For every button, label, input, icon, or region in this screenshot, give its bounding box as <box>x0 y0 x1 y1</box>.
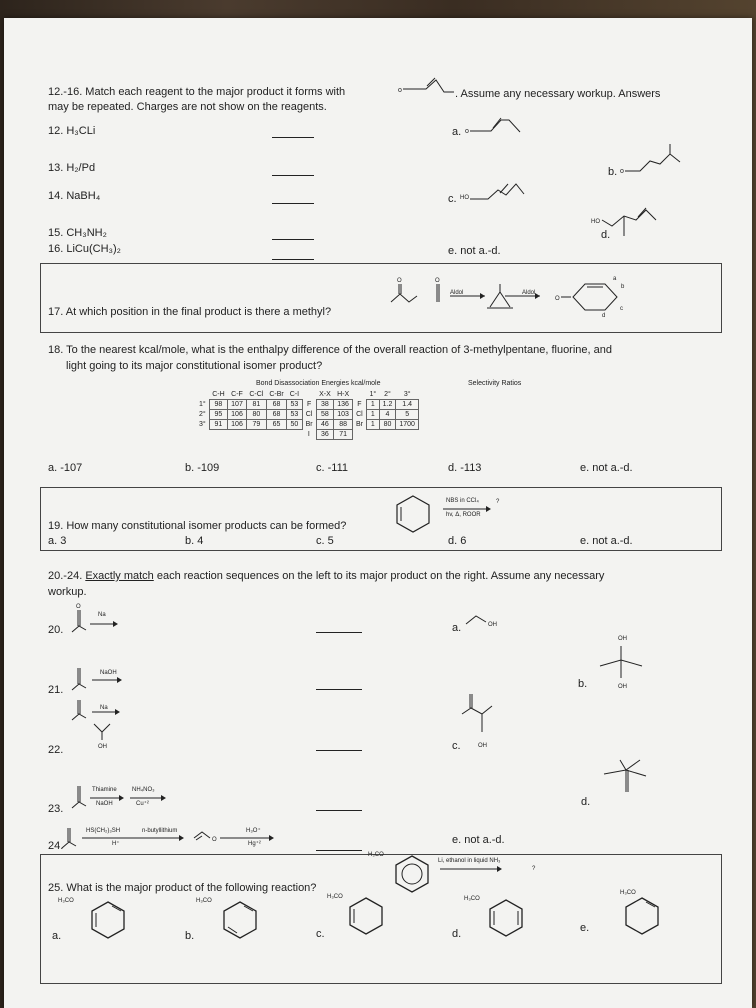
bde-header: C-Cl <box>249 391 264 398</box>
table-row <box>196 400 418 410</box>
q12-16-instruction: 12.-16. Match each reagent to the major product it forms with <box>48 86 346 98</box>
q20-reagent: Na <box>98 612 106 618</box>
choice-a-structure <box>465 116 525 138</box>
q21-reactant-structure <box>72 662 126 696</box>
q23-reactant-structure <box>72 780 172 814</box>
halogen-label: I <box>307 431 310 438</box>
bde-cell: 81 <box>246 400 266 410</box>
q18-question-line2: light going to its major constitutional isomer product? <box>66 360 323 372</box>
q14-label: 14. NaBH₄ <box>48 190 101 202</box>
q17-position-a: a <box>613 276 617 282</box>
row-degree: 3° <box>199 421 206 428</box>
sel-cell: 1700 <box>396 420 419 430</box>
choice-c-ho-label: HO <box>460 195 469 201</box>
q16-label: 16. LiCu(CH₃)₂ <box>48 243 121 255</box>
q24-answer-blank[interactable] <box>316 850 362 851</box>
choice-c-oh: OH <box>478 743 487 749</box>
q20-24-choice-a: a. <box>452 622 462 634</box>
xx-header: X-X <box>319 391 331 398</box>
choice-c-structure <box>470 180 530 202</box>
q12-16-choice-a: a. <box>452 126 462 138</box>
bde-cell: 53 <box>287 400 302 410</box>
q25-anisole-structure <box>390 852 436 894</box>
q25-question-mark: ? <box>532 866 536 872</box>
xx-cell: 71 <box>334 430 353 440</box>
xx-cell: 103 <box>334 410 353 420</box>
cyclohexene-structure <box>393 494 433 534</box>
q20-24-choice-d: d. <box>581 796 591 808</box>
xx-cell: 88 <box>334 420 353 430</box>
q19-choice-a: a. 3 <box>48 535 67 547</box>
sel-cell: 1.2 <box>379 400 396 410</box>
xx-cell: 38 <box>316 400 334 410</box>
q22-reagent: Na <box>100 705 108 711</box>
q15-label: 15. CH₃NH₂ <box>48 227 107 239</box>
bde-cell: 50 <box>287 420 302 430</box>
xx-cell: 46 <box>316 420 334 430</box>
halogen-label: Cl <box>356 411 363 418</box>
sel-cell: 1 <box>366 400 379 410</box>
sel-cell: 1.4 <box>396 400 419 410</box>
svg-text:o: o <box>465 128 469 135</box>
q25-reagent: Li, ethanol in liquid NH₃ <box>438 858 501 864</box>
bde-cell: 106 <box>228 410 247 420</box>
q23-answer-blank[interactable] <box>316 810 362 811</box>
xx-cell: 136 <box>334 400 353 410</box>
q22-oh-label: OH <box>98 744 107 750</box>
svg-text:o: o <box>620 168 624 175</box>
halogen-label: Br <box>305 421 313 428</box>
q12-16-choice-b: b. <box>608 166 618 178</box>
bde-header: C-Br <box>269 391 284 398</box>
q23-number: 23. <box>48 803 64 815</box>
svg-text:O: O <box>76 604 81 610</box>
choice-a-oh: OH <box>488 622 497 628</box>
choice-b-oh-top: OH <box>618 636 627 642</box>
q13-label: 13. H₂/Pd <box>48 162 96 174</box>
q25-question: 25. What is the major product of the following reaction? <box>48 882 317 894</box>
halogen-label: F <box>357 401 362 408</box>
q13-answer-blank[interactable] <box>272 175 314 176</box>
q22-reactant-structure <box>72 694 132 748</box>
halogen-label: F <box>306 401 312 408</box>
q19-choice-d: d. 6 <box>448 535 467 547</box>
bde-table-title: Bond Disassociation Energies kcal/mole <box>256 380 381 387</box>
bde-cell: 91 <box>209 420 227 430</box>
q18-choice-a: a. -107 <box>48 462 83 474</box>
choice-b-oh-bottom: OH <box>618 684 627 690</box>
q20-24-instruction-line2: workup. <box>48 586 87 598</box>
q14-answer-blank[interactable] <box>272 203 314 204</box>
q12-16-choice-d: d. <box>601 229 611 241</box>
q21-number: 21. <box>48 684 64 696</box>
q16-answer-blank[interactable] <box>272 259 314 260</box>
q24-reagent-dithiol: HS(CH₂)₃SH <box>86 828 121 834</box>
q12-16-choice-c: c. <box>448 193 457 205</box>
q19-reagent-top: NBS in CCl₄ <box>446 498 479 504</box>
q25-choice-c-h3co: H₃CO <box>327 894 343 900</box>
table-row <box>196 430 418 440</box>
q25-choice-d-structure <box>486 898 528 940</box>
q21-answer-blank[interactable] <box>316 689 362 690</box>
q22-number: 22. <box>48 744 64 756</box>
q17-aldol-label-2: Aldol <box>522 290 536 296</box>
sel-cell: 1 <box>366 420 379 430</box>
bde-cell: 107 <box>228 400 247 410</box>
q19-reagent-bottom: hv, Δ, ROOR <box>446 512 481 518</box>
q17-question: 17. At which position in the final product is there a methyl? <box>48 306 332 318</box>
bde-cell: 95 <box>209 410 227 420</box>
q25-choice-e-structure <box>622 896 664 938</box>
choice-d-ho-label: HO <box>591 219 600 225</box>
bde-cell: 106 <box>228 420 247 430</box>
bde-cell: 65 <box>266 420 286 430</box>
q20-number: 20. <box>48 624 64 636</box>
q20-answer-blank[interactable] <box>316 632 362 633</box>
table-row <box>196 410 418 420</box>
q17-position-d: d <box>602 313 606 319</box>
q25-choice-a-h3co: H₃CO <box>58 898 74 904</box>
halogen-label: Br <box>355 421 363 428</box>
q18-choice-c: c. -111 <box>316 462 348 474</box>
sel-cell: 5 <box>396 410 419 420</box>
xx-cell: 58 <box>316 410 334 420</box>
bde-table <box>196 390 419 440</box>
q12-16-instruction-end: . Assume any necessary workup. Answers <box>455 88 661 100</box>
q25-choice-c: c. <box>316 928 325 940</box>
q17-position-c: c <box>620 306 623 312</box>
table-row <box>196 420 418 430</box>
q12-label: 12. H₃CLi <box>48 125 96 137</box>
bde-header: C-I <box>289 391 300 398</box>
choice-d-structure <box>600 758 660 814</box>
sel-cell: 80 <box>379 420 396 430</box>
svg-text:O: O <box>435 278 440 284</box>
svg-text:o: o <box>398 87 402 94</box>
q24-reagent-hg: Hg⁺² <box>248 841 261 847</box>
q23-reagent-thiamine: Thiamine <box>92 787 117 793</box>
choice-a-ethanol-structure <box>466 612 506 628</box>
q18-question-line1: 18. To the nearest kcal/mole, what is the enthalpy difference of the overall reaction of 3-methylpentane, fluorine, and <box>48 344 612 356</box>
svg-text:O: O <box>212 837 217 843</box>
q24-number: 24. <box>48 840 64 852</box>
q18-choice-e: e. not a.-d. <box>580 462 633 474</box>
bde-cell: 68 <box>266 410 286 420</box>
svg-text:O: O <box>555 296 560 302</box>
q15-answer-blank[interactable] <box>272 239 314 240</box>
q25-choice-b: b. <box>185 930 195 942</box>
q25-choice-d-h3co: H₃CO <box>464 896 480 902</box>
q24-reagent-acid: H⁺ <box>112 841 120 847</box>
q23-reagent-cu: Cu⁺² <box>136 801 149 807</box>
q25-start-h3co: H₃CO <box>368 852 384 858</box>
q18-choice-d: d. -113 <box>448 462 482 474</box>
bde-cell: 80 <box>246 410 266 420</box>
selectivity-title: Selectivity Ratios <box>468 380 522 387</box>
bde-cell: 53 <box>287 410 302 420</box>
q25-choice-b-structure <box>220 900 262 942</box>
q22-answer-blank[interactable] <box>316 750 362 751</box>
q25-choice-c-structure <box>346 896 388 938</box>
q25-choice-d: d. <box>452 928 462 940</box>
choice-b-diol-structure <box>596 642 646 686</box>
aldehyde-reactant-structure <box>398 78 458 98</box>
q25-choice-e-h3co: H₃CO <box>620 890 636 896</box>
q20-24-choice-c: c. <box>452 740 461 752</box>
q12-answer-blank[interactable] <box>272 137 314 138</box>
q12-16-choice-e: e. not a.-d. <box>448 245 501 257</box>
choice-c-structure <box>458 692 508 742</box>
q21-reagent: NaOH <box>100 670 117 676</box>
q24-reagent-buli: n-butyllithium <box>142 828 178 834</box>
row-degree: 1° <box>199 401 206 408</box>
bde-cell: 68 <box>266 400 286 410</box>
q19-choice-c: c. 5 <box>316 535 334 547</box>
q18-choice-b: b. -109 <box>185 462 220 474</box>
sel-header: 3° <box>403 391 411 398</box>
sel-header: 1° <box>369 391 377 398</box>
q20-reactant-structure <box>72 600 122 636</box>
bde-cell: 79 <box>246 420 266 430</box>
sel-cell: 1 <box>366 410 379 420</box>
q19-question-mark: ? <box>496 499 500 505</box>
q17-aldol-scheme <box>395 272 695 328</box>
bde-header: C-H <box>212 391 225 398</box>
sel-cell: 4 <box>379 410 396 420</box>
xx-cell: 36 <box>316 430 334 440</box>
choice-b-structure <box>620 144 684 176</box>
svg-text:O: O <box>397 278 402 284</box>
q25-choice-e: e. <box>580 922 590 934</box>
q17-aldol-label-1: Aldol <box>450 290 464 296</box>
q23-reagent-nh4no3: NH₄NO₃ <box>132 787 155 793</box>
q19-question: 19. How many constitutional isomer products can be formed? <box>48 520 347 532</box>
halogen-label: Cl <box>305 411 313 418</box>
bde-cell: 98 <box>209 400 227 410</box>
q20-24-instruction: 20.-24. Exactly match each reaction sequences on the left to its major product on the right. Assume any necessary <box>48 570 605 582</box>
q25-reaction-arrow <box>440 866 506 872</box>
xx-header: H-X <box>337 391 350 398</box>
q19-choice-b: b. 4 <box>185 535 204 547</box>
q23-reagent-naoh: NaOH <box>96 801 113 807</box>
row-degree: 2° <box>199 411 206 418</box>
sel-header: 2° <box>384 391 391 398</box>
q17-position-b: b <box>621 284 625 290</box>
q20-24-choice-b: b. <box>578 678 588 690</box>
q24-reagent-h3o: H₃O⁺ <box>246 828 261 834</box>
q12-16-instruction-line2: may be repeated. Charges are not show on the reagents. <box>48 101 327 113</box>
q25-choice-b-h3co: H₃CO <box>196 898 212 904</box>
q25-choice-a-structure <box>88 900 130 942</box>
bde-header: C-F <box>231 391 243 398</box>
q25-choice-a: a. <box>52 930 62 942</box>
q19-choice-e: e. not a.-d. <box>580 535 633 547</box>
q20-24-choice-e: e. not a.-d. <box>452 834 505 846</box>
